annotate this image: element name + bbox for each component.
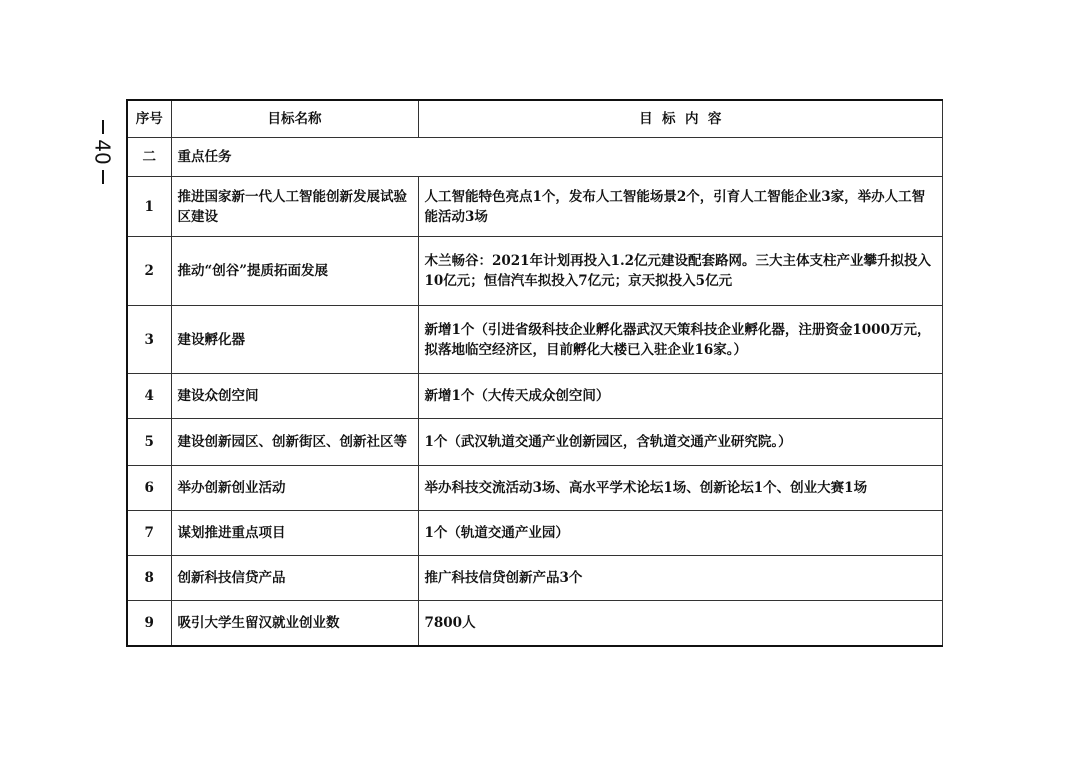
row-content: 推广科技信贷创新产品3个	[418, 556, 943, 601]
row-seq: 9	[127, 601, 171, 647]
row-name: 谋划推进重点项目	[171, 511, 418, 556]
goal-table	[126, 99, 943, 647]
header-seq: 序号	[127, 100, 171, 138]
header-content: 目 标 内 容	[418, 100, 943, 138]
row-content: 新增1个（大传天成众创空间）	[418, 374, 943, 419]
row-seq: 7	[127, 511, 171, 556]
row-content: 新增1个（引进省级科技企业孵化器武汉天策科技企业孵化器，注册资金1000万元，拟落地临空经济区，目前孵化大楼已入驻企业16家。）	[418, 306, 943, 374]
table-row	[127, 177, 943, 237]
row-name: 推进国家新一代人工智能创新发展试验区建设	[171, 177, 418, 237]
row-content: 7800人	[418, 601, 943, 647]
table-row	[127, 374, 943, 419]
section-row	[127, 138, 943, 177]
table-row	[127, 511, 943, 556]
row-name: 创新科技信贷产品	[171, 556, 418, 601]
row-content: 木兰畅谷：2021年计划再投入1.2亿元建设配套路网。三大主体支柱产业攀升拟投入10亿元；恒信汽车拟投入7亿元；京天拟投入5亿元	[418, 237, 943, 306]
page-number-text: 40	[90, 139, 115, 165]
section-title: 重点任务	[171, 138, 943, 177]
table-row	[127, 306, 943, 374]
table-row	[127, 556, 943, 601]
page-number	[86, 120, 120, 200]
row-name: 举办创新创业活动	[171, 466, 418, 511]
row-seq: 3	[127, 306, 171, 374]
row-name: 建设孵化器	[171, 306, 418, 374]
row-name: 推动“创谷”提质拓面发展	[171, 237, 418, 306]
row-content: 人工智能特色亮点1个，发布人工智能场景2个，引育人工智能企业3家，举办人工智能活动3场	[418, 177, 943, 237]
row-seq: 2	[127, 237, 171, 306]
page-number-dash-bottom	[102, 170, 104, 184]
table-header-row	[127, 100, 943, 138]
row-content: 1个（轨道交通产业园）	[418, 511, 943, 556]
table-row	[127, 466, 943, 511]
section-seq: 二	[127, 138, 171, 177]
row-name: 建设创新园区、创新街区、创新社区等	[171, 419, 418, 466]
row-seq: 4	[127, 374, 171, 419]
header-name: 目标名称	[171, 100, 418, 138]
row-content: 举办科技交流活动3场、高水平学术论坛1场、创新论坛1个、创业大赛1场	[418, 466, 943, 511]
table-row	[127, 419, 943, 466]
row-content: 1个（武汉轨道交通产业创新园区，含轨道交通产业研究院。）	[418, 419, 943, 466]
row-name: 建设众创空间	[171, 374, 418, 419]
table-row	[127, 601, 943, 647]
row-seq: 5	[127, 419, 171, 466]
row-name: 吸引大学生留汉就业创业数	[171, 601, 418, 647]
page-number-dash-top	[102, 120, 104, 134]
table-row	[127, 237, 943, 306]
row-seq: 8	[127, 556, 171, 601]
row-seq: 6	[127, 466, 171, 511]
row-seq: 1	[127, 177, 171, 237]
